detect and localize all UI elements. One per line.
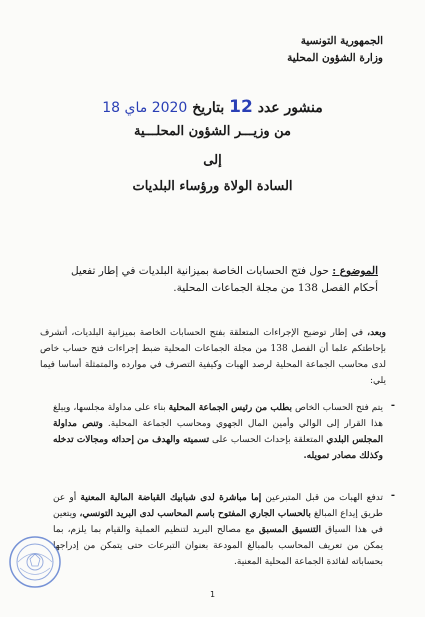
circular-prefix: منشور عدد (257, 100, 323, 116)
bullet-dash-1: - (390, 400, 395, 411)
bullet1-text-2: بناء على مداولة مجلسها، ويبلغ هذا القرار إلى الوالي وأمين المال الجهوي ومحاسب الجماعة المحلية. (53, 403, 383, 429)
intro-paragraph (40, 325, 386, 389)
subject-block (60, 263, 378, 297)
bullet2-bold-3: التنسيق المسبق (258, 525, 321, 535)
bullet-item-1 (53, 400, 383, 464)
official-seal-icon (8, 535, 62, 589)
bullet-dash-2: - (390, 490, 395, 501)
circular-number-stamp: 12 (229, 97, 253, 117)
subject-label: الموضوع : (332, 265, 378, 277)
letterhead (287, 33, 383, 67)
bullet-item-2 (53, 490, 383, 570)
bullet2-bold-1: إما مباشرة لدى شبابيك القباضة المالية المعنية (80, 493, 262, 503)
bullet2-text-3: ويتعين في هذا السياق (53, 509, 383, 535)
bullet1-bold-3: تسميته والهدف من إحداثه ومجالات تدخله وكذلك مصادر تمويله. (53, 435, 383, 461)
circular-number-line (0, 97, 425, 117)
bullet2-text-1: تدفع الهبات من قبل المتبرعين (265, 493, 383, 503)
bullet1-bold-2: وتنص مداولة المجلس البلدي (53, 419, 383, 445)
bullet2-bold-2: بالحساب الجاري المفتوح باسم المحاسب لدى البريد التونسي، (79, 509, 311, 519)
from-line: من وزيـــر الشؤون المحلـــية (133, 124, 292, 139)
ministry-name: وزارة الشؤون المحلية (287, 52, 383, 64)
republic-name: الجمهورية التونسية (300, 35, 383, 47)
bullet1-text-3: المتعلقة بإحداث الحساب على (212, 435, 324, 445)
page-number: 1 (209, 590, 216, 599)
bullet2-text-2: أو عن طريق إيداع المبالغ (53, 493, 383, 519)
intro-text: في إطار توضيح الإجراءات المتعلقة بفتح الحسابات الخاصة بميزانية البلديات، أتشرف بإحاطتكم علما أن الفصل 138 من مجلة الجماعات المحلية ضبط إجراءات فتح حساب خاص لدى محاسب الجماعة المحلية لرصد الهبات وكيفية التصرف في موارده والمتمثلة أساسا فيما يلي: (40, 328, 387, 386)
date-stamp: 2020 ماي 18 (102, 100, 188, 116)
bullet1-text-1: يتم فتح الحساب الخاص (295, 403, 383, 413)
subject-text: حول فتح الحسابات الخاصة بميزانية البلديات في إطار تفعيل أحكام الفصل 138 من مجلة الجماعات المحلية. (70, 265, 378, 294)
to-word: إلى (203, 153, 222, 168)
intro-lead: وبعد، (367, 328, 386, 338)
date-label: بتاريخ (192, 100, 225, 116)
addressees: السادة الولاة ورؤساء البلديات (132, 179, 293, 194)
bullet1-bold-1: بطلب من رئيس الجماعة المحلية (168, 403, 293, 413)
bullet2-text-4: مع مصالح البريد لتنظيم العملية والقيام بما يلزم، بما يمكن من تعريف المحاسب بالمبالغ المودعة بعنوان التبرعات حتى يتمكن من إدراجها بحساباته لفائدة الجماعة المحلية المعنية. (53, 525, 383, 567)
